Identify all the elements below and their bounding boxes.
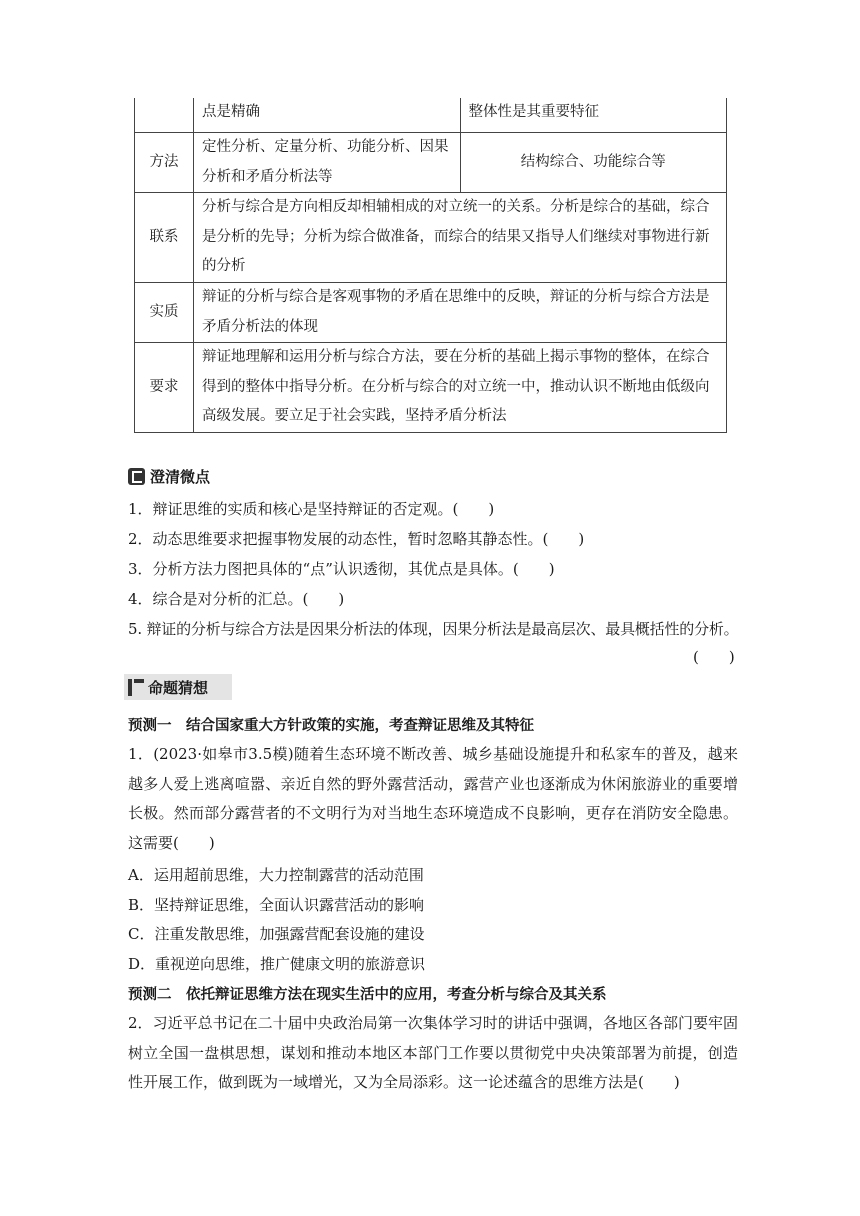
table-cell: 分析与综合是方向相反却相辅相成的对立统一的关系。分析是综合的基础，综合是分析的先导；分析为综合做准备，而综合的结果又指导人们继续对事物进行新的分析	[194, 193, 727, 283]
table-row	[135, 343, 727, 433]
comparison-table	[134, 98, 727, 433]
option-d: D．重视逆向思维，推广健康文明的旅游意识	[128, 955, 426, 973]
list-item: 3．分析方法力图把具体的“点”认识透彻，其优点是具体。( )	[128, 560, 555, 578]
section-bracket-icon	[128, 679, 132, 696]
section-title: 命题猜想	[148, 678, 209, 697]
table-row	[135, 98, 727, 133]
option-c: C．注重发散思维，加强露营配套设施的建设	[128, 925, 425, 943]
table-cell: 整体性是其重要特征	[460, 98, 727, 133]
question-2: 2．习近平总书记在二十届中央政治局第一次集体学习时的讲话中强调，各地区各部门要牢固树立全国一盘棋思想，谋划和推动本地区本部门工作要以贯彻党中央决策部署为前提，创造性开展工作，做到既为一域增光，又为全局添彩。这一论述蕴含的思维方法是( )	[128, 1014, 738, 1091]
table-cell-empty	[135, 98, 194, 133]
question-1: 1．(2023·如皋市3.5模)随着生态环境不断改善、城乡基础设施提升和私家车的普及，越来越多人爱上逃离喧嚣、亲近自然的野外露营活动，露营产业也逐渐成为休闲旅游业的重要增长极。然而部分露营者的不文明行为对当地生态环境造成不良影响，更存在消防安全隐患。这需要( )	[128, 745, 738, 852]
section-c-icon	[128, 468, 145, 485]
table-cell: 点是精确	[194, 98, 461, 133]
prediction-heading-2: 预测二 依托辩证思维方法在现实生活中的应用，考查分析与综合及其关系	[128, 987, 607, 1003]
row-label-requirement: 要求	[135, 343, 194, 433]
section-header-clarify	[128, 466, 210, 487]
option-b: B．坚持辩证思维，全面认识露营活动的影响	[128, 896, 425, 914]
table-cell: 定性分析、定量分析、功能分析、因果分析和矛盾分析法等	[194, 133, 461, 193]
table-cell: 辩证的分析与综合是客观事物的矛盾在思维中的反映，辩证的分析与综合方法是矛盾分析法的体现	[194, 283, 727, 343]
table-row	[135, 193, 727, 283]
table-row	[135, 133, 727, 193]
list-item: 2．动态思维要求把握事物发展的动态性，暂时忽略其静态性。( )	[128, 530, 585, 548]
list-item: 1．辩证思维的实质和核心是坚持辩证的否定观。( )	[128, 500, 495, 518]
row-label-essence: 实质	[135, 283, 194, 343]
table-row	[135, 283, 727, 343]
table-cell: 结构综合、功能综合等	[460, 133, 727, 193]
section-title: 澄清微点	[150, 468, 211, 486]
list-item: 5. 辩证的分析与综合方法是因果分析法的体现，因果分析法是最高层次、最具概括性的分析。	[128, 620, 739, 638]
row-label-method: 方法	[135, 133, 194, 193]
section-header-predict	[124, 674, 232, 700]
option-a: A．运用超前思维，大力控制露营的活动范围	[128, 866, 424, 884]
prediction-heading-1: 预测一 结合国家重大方针政策的实施，考查辩证思维及其特征	[128, 718, 534, 734]
answer-paren: ( )	[693, 648, 735, 666]
list-item: 4．综合是对分析的汇总。( )	[128, 590, 345, 608]
row-label-relation: 联系	[135, 193, 194, 283]
table-cell: 辩证地理解和运用分析与综合方法，要在分析的基础上揭示事物的整体，在综合得到的整体中指导分析。在分析与综合的对立统一中，推动认识不断地由低级向高级发展。要立足于社会实践，坚持矛盾分析法	[194, 343, 727, 433]
